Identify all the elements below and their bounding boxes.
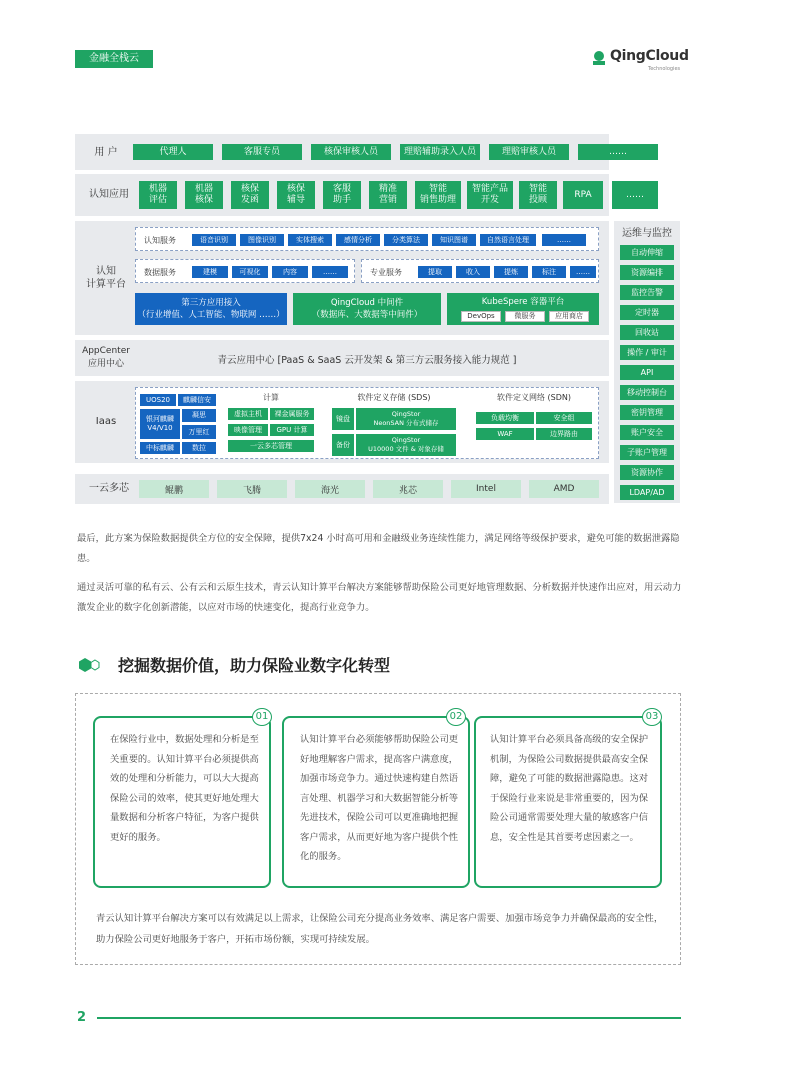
platform-label: 认知 计算平台 <box>86 266 126 290</box>
pro-service: 标注 <box>532 266 566 278</box>
platform-row <box>75 221 609 335</box>
pro-service: 提炼 <box>494 266 528 278</box>
users-row <box>75 134 627 170</box>
ops-item: 资源编排 <box>620 265 674 280</box>
user-item: 核保审核人员 <box>311 144 391 160</box>
ops-item: API <box>620 365 674 380</box>
logo-subtext: Technologies <box>648 66 681 72</box>
chip-item: 海光 <box>295 480 365 498</box>
os-item: 万里红 <box>182 425 216 439</box>
ops-title: 运维与监控 <box>622 228 672 239</box>
os-item: 银河麒麟 V4/V10 <box>140 409 180 439</box>
section-bullet-icon <box>78 657 102 673</box>
chip-item: AMD <box>529 480 599 498</box>
user-item: …… <box>578 144 658 160</box>
ops-item: LDAP/AD <box>620 485 674 500</box>
compute-item: GPU 计算 <box>270 424 314 436</box>
ops-item: 操作 / 审计 <box>620 345 674 360</box>
network-item: 负载均衡 <box>476 412 534 424</box>
storage-item: 镜盘 <box>332 408 354 430</box>
app-item: …… <box>612 181 658 209</box>
user-item: 理赔辅助录入人员 <box>400 144 480 160</box>
data-service: …… <box>312 266 348 278</box>
paragraph-2: 通过灵活可靠的私有云、公有云和云原生技术，青云认知计算平台解决方案能够帮助保险公司更好地管理数据、分析数据并快速作出应对，用云动力激发企业的数字化创新潜能，以应对市场的快速变化，提高行业竞争力。 <box>77 582 682 613</box>
page-number: 2 <box>77 1010 87 1025</box>
app-item: 机器 评估 <box>139 181 177 209</box>
cognitive-service: 分类算法 <box>384 234 428 246</box>
data-services-label: 数据服务 <box>144 268 176 277</box>
ops-item: 资源协作 <box>620 465 674 480</box>
qingcloud-middleware: QingCloud 中间件 （数据库、大数据等中间件） <box>293 293 441 325</box>
storage-item: 备份 <box>332 434 354 456</box>
cognitive-services-box <box>135 227 599 251</box>
iaas-box <box>135 387 599 459</box>
data-service: 可视化 <box>232 266 268 278</box>
section-footer-text: 青云认知计算平台解决方案可以有效满足以上需求，让保险公司充分提高业务效率、满足客户需要、加强市场竞争力并确保最高的安全性，助力保险公司更好地服务于客户，开拓市场份额，实现可持续发展。 <box>96 913 664 945</box>
ops-column <box>614 221 680 503</box>
app-item: 智能 投顾 <box>519 181 557 209</box>
os-item: 中标麒麟 <box>140 442 180 454</box>
ops-item: 监控告警 <box>620 285 674 300</box>
card-3-number: 03 <box>642 708 662 726</box>
chips-label: 一云多芯 <box>89 483 129 494</box>
cognitive-service: 图像识别 <box>240 234 284 246</box>
third-party-access: 第三方应用接入 （行业增值、人工智能、物联网 ……） <box>135 293 287 325</box>
app-item: 核保 辅导 <box>277 181 315 209</box>
user-item: 理赔审核人员 <box>489 144 569 160</box>
cognitive-service: 知识图谱 <box>432 234 476 246</box>
kubesphere-label: KubeSpere 容器平台 <box>481 297 565 307</box>
storage-title: 软件定义存储 (SDS) <box>357 393 431 402</box>
cognitive-service: …… <box>542 234 586 246</box>
appcenter-text: 青云应用中心 [PaaS & SaaS 云开发架 & 第三方云服务接入能力规范 ] <box>217 355 517 366</box>
app-item: 智能 销售助理 <box>415 181 461 209</box>
ops-item: 密钥管理 <box>620 405 674 420</box>
iaas-label: Iaas <box>95 416 117 427</box>
user-item: 客服专员 <box>222 144 302 160</box>
app-item: RPA <box>563 181 603 209</box>
ops-item: 移动控制台 <box>620 385 674 400</box>
compute-item: 裸金属服务 <box>270 408 314 420</box>
ops-item: 定时器 <box>620 305 674 320</box>
compute-item: 一云多芯管理 <box>228 440 314 452</box>
card-2-number: 02 <box>446 708 466 726</box>
users-label: 用 户 <box>94 147 118 158</box>
page-footer-line <box>97 1017 681 1019</box>
chip-item: Intel <box>451 480 521 498</box>
data-service: 内容 <box>272 266 308 278</box>
storage-item: QingStor NeonSAN 分布式储存 <box>356 408 456 430</box>
pro-service: 收入 <box>456 266 490 278</box>
card-1-number: 01 <box>252 708 272 726</box>
data-services-box <box>135 259 355 283</box>
compute-item: 虚拟主机 <box>228 408 268 420</box>
os-item: 凝思 <box>182 409 216 422</box>
kubesphere-platform <box>447 293 599 325</box>
network-item: 安全组 <box>536 412 592 424</box>
section-title: 挖掘数据价值，助力保险业数字化转型 <box>118 656 391 675</box>
ops-item: 自动伸缩 <box>620 245 674 260</box>
cognitive-service: 实体搜索 <box>288 234 332 246</box>
network-item: WAF <box>476 428 534 440</box>
compute-title: 计算 <box>263 393 279 402</box>
cognitive-apps-row <box>75 174 609 216</box>
storage-item: QingStor U10000 文件 & 对象存储 <box>356 434 456 456</box>
cognitive-service: 语音识别 <box>192 234 236 246</box>
qingcloud-logo-icon <box>592 50 606 66</box>
app-item: 智能产品 开发 <box>467 181 513 209</box>
pro-service: 提取 <box>418 266 452 278</box>
ops-item: 回收站 <box>620 325 674 340</box>
network-item: 边界路由 <box>536 428 592 440</box>
cognitive-service: 感情分析 <box>336 234 380 246</box>
card-1-text: 在保险行业中，数据处理和分析是至关重要的。认知计算平台必须提供高效的处理和分析能力，可以大大提高保险公司的效率，使其更好地处理大量数据和分析客户特征，为客户提供更好的服务。 <box>110 734 259 843</box>
app-item: 机器 核保 <box>185 181 223 209</box>
paragraph-1: 最后，此方案为保险数据提供全方位的安全保障，提供7x24 小时高可用和金融级业务连续性能力，满足网络等级保护要求，避免可能的数据泄露隐患。 <box>77 533 680 564</box>
data-service: 建模 <box>192 266 228 278</box>
pro-services-box <box>361 259 599 283</box>
chip-item: 兆芯 <box>373 480 443 498</box>
chip-item: 鲲鹏 <box>139 480 209 498</box>
os-item: UOS20 <box>140 394 176 406</box>
card-3-text: 认知计算平台必须具备高级的安全保护机制，为保险公司数据提供最高安全保障，避免了可能的数据泄露隐患。这对于保险行业来说是非常重要的，因为保险公司通常需要处理大量的敏感客户信息，安全性是其首要考虑因素之一。 <box>490 734 649 843</box>
cognitive-apps-label: 认知应用 <box>89 189 129 200</box>
user-item: 代理人 <box>133 144 213 160</box>
ops-item: 子账户管理 <box>620 445 674 460</box>
qingcloud-logo <box>592 48 687 74</box>
appcenter-label: AppCenter 应用中心 <box>82 346 130 369</box>
kube-item: DevOps <box>461 311 501 322</box>
cognitive-services-label: 认知服务 <box>144 236 176 245</box>
kube-item: 应用商店 <box>549 311 589 322</box>
ops-item: 账户安全 <box>620 425 674 440</box>
compute-item: 映像管理 <box>228 424 268 436</box>
header-tag: 金融全栈云 <box>75 50 153 68</box>
os-item: 数拉 <box>182 442 216 454</box>
appcenter-row <box>75 340 609 376</box>
cognitive-service: 自然语言处理 <box>480 234 536 246</box>
os-item: 麒麟信安 <box>178 394 216 406</box>
app-item: 核保 发函 <box>231 181 269 209</box>
pro-service: …… <box>570 266 596 278</box>
logo-text: QingCloud <box>610 48 689 64</box>
iaas-row <box>75 381 609 463</box>
app-item: 精准 营销 <box>369 181 407 209</box>
pro-services-label: 专业服务 <box>370 268 402 277</box>
chip-item: 飞腾 <box>217 480 287 498</box>
card-2-text: 认知计算平台必须能够帮助保险公司更好地理解客户需求，提高客户满意度，加强市场竞争力。通过快速构建自然语言处理、机器学习和大数据智能分析等先进技术，保险公司可以更准确地把握客户需求，从而更好地为客户提供个性化的服务。 <box>300 734 459 862</box>
kube-item: 微服务 <box>505 311 545 322</box>
app-item: 客服 助手 <box>323 181 361 209</box>
network-title: 软件定义网络 (SDN) <box>496 393 571 402</box>
chips-row <box>75 474 609 504</box>
